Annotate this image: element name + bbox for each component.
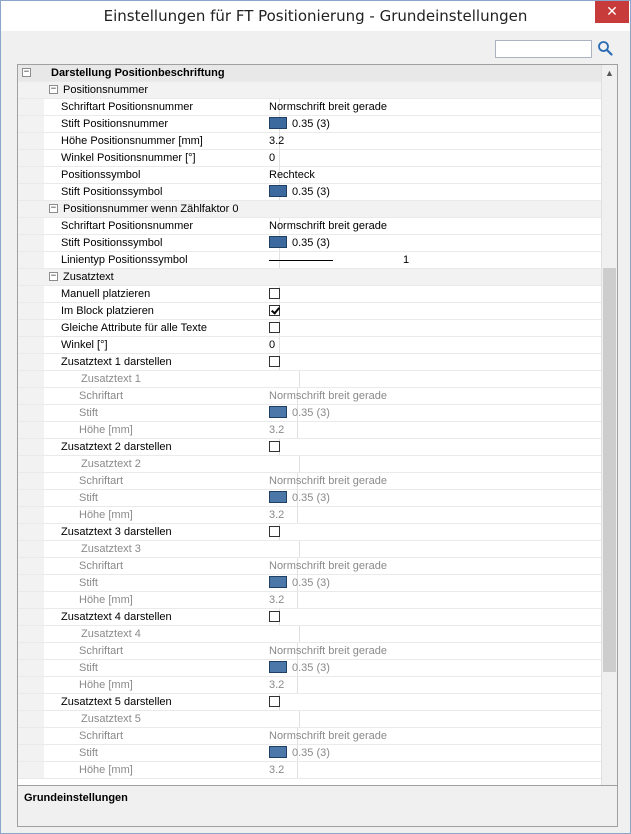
checkbox[interactable]: [269, 696, 280, 707]
row-gutter: [18, 252, 44, 268]
property-value[interactable]: Normschrift breit gerade: [269, 390, 387, 402]
row-gutter: [18, 218, 44, 234]
checkbox-checked[interactable]: [269, 305, 280, 316]
property-value[interactable]: 3.2: [269, 509, 285, 521]
row-gutter: [18, 337, 44, 353]
property-value[interactable]: 0: [269, 152, 276, 164]
property-value[interactable]: Normschrift breit gerade: [269, 730, 387, 742]
subcategory-row[interactable]: [18, 82, 601, 99]
property-name: Schriftart Positionsnummer: [44, 218, 280, 234]
checkbox[interactable]: [269, 288, 280, 299]
property-row[interactable]: [18, 541, 601, 558]
pen-color-swatch: [269, 576, 287, 588]
property-name: Darstellung Positionbeschriftung: [51, 67, 225, 79]
pen-color-swatch: [269, 491, 287, 503]
property-row[interactable]: [18, 133, 601, 150]
property-value[interactable]: Normschrift breit gerade: [269, 220, 387, 232]
property-name: Zusatztext 1 darstellen: [44, 354, 280, 370]
property-row[interactable]: [18, 235, 601, 252]
row-gutter: [18, 541, 44, 557]
row-gutter: [18, 116, 44, 132]
property-row[interactable]: [18, 286, 601, 303]
row-gutter: [18, 626, 44, 642]
property-name: Höhe [mm]: [44, 507, 298, 523]
property-name: Linientyp Positionssymbol: [44, 252, 280, 268]
property-value[interactable]: [263, 660, 599, 676]
property-value[interactable]: [263, 286, 599, 302]
property-name: Zusatztext 2: [44, 456, 300, 472]
property-value[interactable]: [263, 320, 599, 336]
property-row[interactable]: [18, 660, 601, 677]
property-name: Positionssymbol: [44, 167, 280, 183]
property-name: Zusatztext 3: [44, 541, 300, 557]
property-row[interactable]: [18, 439, 601, 456]
property-row[interactable]: [18, 507, 601, 524]
row-gutter: [18, 711, 44, 727]
property-value[interactable]: 0: [269, 339, 276, 351]
title-bar: [1, 1, 630, 31]
row-gutter: [18, 235, 44, 251]
property-value[interactable]: Normschrift breit gerade: [269, 560, 387, 572]
pen-value: 0.35 (3): [292, 747, 330, 759]
property-row[interactable]: [18, 728, 601, 745]
row-gutter: [18, 473, 44, 489]
property-row[interactable]: [18, 150, 601, 167]
row-gutter: [18, 422, 44, 438]
property-row[interactable]: [18, 218, 601, 235]
property-name: Stift Positionsnummer: [44, 116, 280, 132]
pen-color-swatch: [269, 236, 287, 248]
search-icon[interactable]: [597, 40, 613, 56]
property-name: Winkel [°]: [44, 337, 280, 353]
window-title: Einstellungen für FT Positionierung - Grundeinstellungen: [103, 7, 528, 25]
row-gutter: [18, 490, 44, 506]
close-button[interactable]: ✕: [595, 1, 629, 23]
property-value[interactable]: 3.2: [269, 135, 285, 147]
property-value[interactable]: Normschrift breit gerade: [269, 645, 387, 657]
property-name: Im Block platzieren: [44, 303, 280, 319]
row-gutter: [18, 99, 44, 115]
property-rows: [18, 65, 601, 779]
property-value[interactable]: [263, 694, 599, 710]
property-row[interactable]: [18, 524, 601, 541]
row-gutter: [18, 150, 44, 166]
property-name: Stift: [44, 575, 298, 591]
property-name: Schriftart Positionsnummer: [44, 99, 280, 115]
property-name: Manuell platzieren: [44, 286, 280, 302]
property-row[interactable]: [18, 167, 601, 184]
client-area: [8, 31, 623, 827]
collapse-icon[interactable]: −: [23, 67, 30, 77]
property-name: Stift Positionssymbol: [44, 235, 280, 251]
property-value[interactable]: [263, 184, 599, 200]
property-row[interactable]: [18, 456, 601, 473]
property-name: Höhe [mm]: [44, 422, 298, 438]
property-row[interactable]: [18, 677, 601, 694]
property-name: Höhe Positionsnummer [mm]: [44, 133, 280, 149]
property-name: Gleiche Attribute für alle Texte: [44, 320, 280, 336]
row-gutter: [18, 728, 44, 744]
row-gutter: [18, 133, 44, 149]
scroll-up-icon[interactable]: ▲: [605, 68, 614, 78]
property-name: Zusatztext 5: [44, 711, 300, 727]
scroll-thumb[interactable]: [603, 268, 616, 672]
property-name: Stift: [44, 405, 298, 421]
property-value[interactable]: [263, 405, 599, 421]
property-name: Höhe [mm]: [44, 762, 298, 778]
property-value[interactable]: 3.2: [269, 424, 285, 436]
property-row[interactable]: [18, 99, 601, 116]
property-row[interactable]: [18, 252, 601, 269]
property-name: Höhe [mm]: [44, 592, 298, 608]
pen-value: 0.35 (3): [292, 662, 330, 674]
property-row[interactable]: [18, 626, 601, 643]
subcategory-row[interactable]: [18, 269, 601, 286]
property-row[interactable]: [18, 575, 601, 592]
line-type-value: 1: [403, 254, 410, 266]
property-name: Zusatztext 4 darstellen: [44, 609, 280, 625]
pen-color-swatch: [269, 117, 287, 129]
row-gutter: [18, 405, 44, 421]
property-name: Schriftart: [44, 558, 298, 574]
property-value[interactable]: Normschrift breit gerade: [269, 101, 387, 113]
property-value[interactable]: [263, 439, 599, 455]
row-gutter: [18, 320, 44, 336]
property-row[interactable]: [18, 388, 601, 405]
row-gutter: [18, 354, 44, 370]
row-gutter: [18, 677, 44, 693]
row-gutter: [18, 184, 44, 200]
row-gutter: [18, 269, 44, 285]
property-row[interactable]: [18, 592, 601, 609]
property-name: Stift Positionssymbol: [44, 184, 280, 200]
property-value[interactable]: [263, 303, 599, 319]
property-value[interactable]: [263, 711, 599, 727]
pen-color-swatch: [269, 185, 287, 197]
property-name: Schriftart: [44, 473, 298, 489]
row-gutter: [18, 286, 44, 302]
property-row[interactable]: [18, 609, 601, 626]
property-value[interactable]: [263, 575, 599, 591]
row-gutter: [18, 456, 44, 472]
search-input[interactable]: [495, 40, 592, 58]
pen-value: 0.35 (3): [292, 407, 330, 419]
category-row[interactable]: [18, 65, 601, 82]
property-value[interactable]: [263, 252, 599, 268]
collapse-icon[interactable]: −: [50, 203, 57, 213]
row-gutter: [18, 507, 44, 523]
property-row[interactable]: [18, 643, 601, 660]
property-grid: [17, 64, 618, 811]
description-title: Grundeinstellungen: [24, 792, 128, 804]
property-value[interactable]: 3.2: [269, 594, 285, 606]
property-row[interactable]: [18, 711, 601, 728]
property-name: Stift: [44, 490, 298, 506]
property-name: Zusatztext 4: [44, 626, 300, 642]
property-name: Zusatztext 2 darstellen: [44, 439, 280, 455]
property-value[interactable]: 3.2: [269, 764, 285, 776]
property-row[interactable]: [18, 745, 601, 762]
property-value[interactable]: [263, 456, 599, 472]
property-value[interactable]: [263, 490, 599, 506]
row-gutter: [18, 524, 44, 540]
pen-color-swatch: [269, 406, 287, 418]
property-row[interactable]: [18, 422, 601, 439]
property-name: Stift: [44, 660, 298, 676]
pen-value: 0.35 (3): [292, 118, 330, 130]
pen-value: 0.35 (3): [292, 577, 330, 589]
description-panel: [17, 785, 618, 827]
pen-color-swatch: [269, 746, 287, 758]
property-row[interactable]: [18, 558, 601, 575]
property-name: Zusatztext 3 darstellen: [44, 524, 280, 540]
property-value[interactable]: [263, 371, 599, 387]
property-row[interactable]: [18, 371, 601, 388]
property-name: Positionsnummer wenn Zählfaktor 0: [63, 203, 239, 215]
property-row[interactable]: [18, 490, 601, 507]
pen-color-swatch: [269, 661, 287, 673]
property-value[interactable]: Normschrift breit gerade: [269, 475, 387, 487]
subcategory-row[interactable]: [18, 201, 601, 218]
property-name: Schriftart: [44, 388, 298, 404]
row-gutter: [18, 371, 44, 387]
property-row[interactable]: [18, 694, 601, 711]
row-gutter: [18, 558, 44, 574]
pen-value: 0.35 (3): [292, 186, 330, 198]
property-row[interactable]: [18, 116, 601, 133]
row-gutter: [18, 592, 44, 608]
row-gutter: [18, 201, 44, 217]
property-row[interactable]: [18, 473, 601, 490]
property-name: Stift: [44, 745, 298, 761]
checkbox[interactable]: [269, 441, 280, 452]
property-value[interactable]: [263, 354, 599, 370]
row-gutter: [18, 762, 44, 778]
property-value[interactable]: 3.2: [269, 679, 285, 691]
property-row[interactable]: [18, 762, 601, 779]
property-row[interactable]: [18, 354, 601, 371]
property-row[interactable]: [18, 337, 601, 354]
checkbox[interactable]: [269, 356, 280, 367]
property-name: Höhe [mm]: [44, 677, 298, 693]
line-type-sample: [269, 260, 333, 261]
checkbox[interactable]: [269, 611, 280, 622]
property-name: Positionsnummer: [63, 84, 148, 96]
property-name: Schriftart: [44, 643, 298, 659]
row-gutter: [18, 745, 44, 761]
row-gutter: [18, 643, 44, 659]
row-gutter: [18, 575, 44, 591]
row-gutter: [18, 82, 44, 98]
property-row[interactable]: [18, 405, 601, 422]
property-name: Zusatztext 5 darstellen: [44, 694, 280, 710]
property-name: Zusatztext: [63, 271, 114, 283]
property-value[interactable]: [263, 235, 599, 251]
property-value[interactable]: [263, 745, 599, 761]
collapse-icon[interactable]: −: [50, 84, 57, 94]
property-value[interactable]: [263, 524, 599, 540]
checkbox[interactable]: [269, 526, 280, 537]
vertical-scrollbar[interactable]: [601, 65, 617, 810]
row-gutter: [18, 694, 44, 710]
row-gutter: [18, 167, 44, 183]
property-value[interactable]: [263, 116, 599, 132]
property-value[interactable]: [263, 541, 599, 557]
property-row[interactable]: [18, 303, 601, 320]
checkbox[interactable]: [269, 322, 280, 333]
row-gutter: [18, 660, 44, 676]
row-gutter: [18, 388, 44, 404]
property-name: Winkel Positionsnummer [°]: [44, 150, 280, 166]
property-name: Zusatztext 1: [44, 371, 300, 387]
pen-value: 0.35 (3): [292, 492, 330, 504]
property-value[interactable]: Rechteck: [269, 169, 315, 181]
row-gutter: [18, 303, 44, 319]
pen-value: 0.35 (3): [292, 237, 330, 249]
property-row[interactable]: [18, 320, 601, 337]
property-value[interactable]: [263, 609, 599, 625]
property-row[interactable]: [18, 184, 601, 201]
property-value[interactable]: [263, 626, 599, 642]
row-gutter: [18, 609, 44, 625]
property-name: Schriftart: [44, 728, 298, 744]
row-gutter: [18, 439, 44, 455]
collapse-icon[interactable]: −: [50, 271, 57, 281]
